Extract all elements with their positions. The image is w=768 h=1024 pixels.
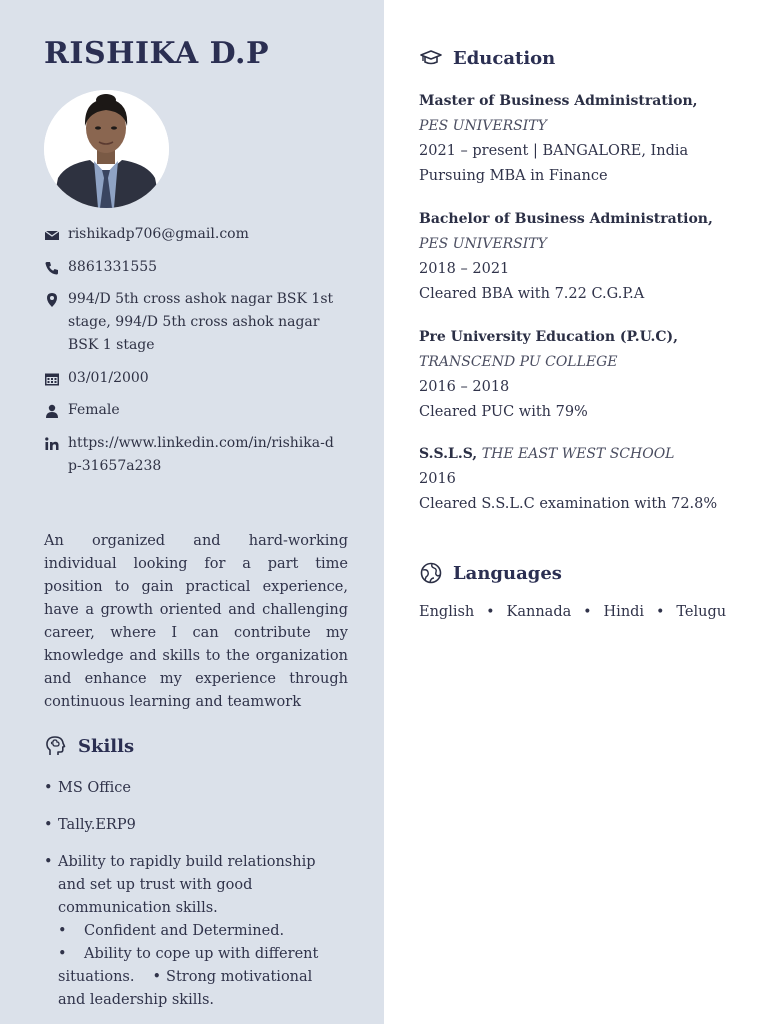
skills-list — [44, 777, 344, 1012]
languages-list: English • Kannada • Hindi • Telugu — [419, 604, 727, 620]
education-entry-4 — [419, 442, 739, 517]
education-school: TRANSCEND PU COLLEGE — [419, 354, 618, 370]
education-dates: 2018 – 2021 — [419, 261, 510, 277]
education-school: THE EAST WEST SCHOOL — [481, 446, 675, 462]
email-text: rishikadp706@gmail.com — [68, 226, 249, 242]
contact-gender — [44, 399, 334, 422]
education-entry-2 — [419, 207, 739, 307]
education-entry-1 — [419, 89, 739, 189]
skill-sub-1: Confident and Determined. — [84, 923, 285, 939]
phone-text: 8861331555 — [68, 259, 158, 275]
person-icon — [44, 403, 60, 419]
skills-title: Skills — [78, 735, 135, 757]
profile-summary: An organized and hard-working individual looking for a part time position to gain practical experience, have a growth oriented and challenging career, where I can contribute my knowledge and skills to the organization and enhance my experience through continuous learning and teamwork — [44, 533, 348, 710]
skill-item-3: • Ability to rapidly build relationship and set up trust with good communication skills. • Confident and Determined. • Ability to cope up with different situations. • Strong motivational and leadership skills. — [44, 851, 344, 1012]
linkedin-icon — [44, 436, 60, 452]
education-degree: Bachelor of Business Administration, — [419, 211, 713, 227]
linkedin-text[interactable]: https://www.linkedin.com/in/rishika-dp-31657a238 — [68, 435, 334, 474]
head-brain-icon — [44, 734, 68, 758]
education-school: PES UNIVERSITY — [419, 118, 547, 134]
skill-item-3-text: Ability to rapidly build relationship and set up trust with good communication skills. — [58, 854, 316, 916]
address-text: 994/D 5th cross ashok nagar BSK 1st stage, 994/D 5th cross ashok nagar BSK 1 stage — [68, 291, 334, 353]
phone-icon — [44, 260, 60, 276]
dob-text: 03/01/2000 — [68, 370, 149, 386]
education-title: Education — [453, 47, 556, 69]
contact-linkedin[interactable] — [44, 432, 334, 478]
language-item: Kannada — [506, 604, 572, 620]
education-note: Pursuing MBA in Finance — [419, 168, 608, 184]
education-note: Cleared PUC with 79% — [419, 404, 588, 420]
education-degree: S.S.L.S, — [419, 446, 478, 462]
graduation-cap-icon — [419, 46, 443, 70]
location-pin-icon — [44, 292, 60, 308]
skill-item-2: • Tally.ERP9 — [44, 814, 344, 837]
languages-heading — [419, 561, 562, 585]
education-degree: Master of Business Administration, — [419, 93, 698, 109]
calendar-icon — [44, 371, 60, 387]
globe-icon — [419, 561, 443, 585]
language-item: Hindi — [603, 604, 645, 620]
language-item: Telugu — [676, 604, 727, 620]
contact-address — [44, 288, 334, 357]
candidate-name: RISHIKA D.P — [44, 36, 270, 71]
skill-sub-3: Strong motivational and leadership skills. — [58, 969, 313, 1008]
education-dates: 2016 – 2018 — [419, 379, 510, 395]
language-item: English — [419, 604, 475, 620]
education-heading — [419, 46, 555, 70]
gender-text: Female — [68, 402, 120, 418]
education-note: Cleared BBA with 7.22 C.G.P.A — [419, 286, 645, 302]
languages-title: Languages — [453, 562, 562, 584]
education-degree: Pre University Education (P.U.C), — [419, 329, 679, 345]
profile-photo — [44, 90, 169, 208]
skill-sub-2: Ability to cope up with different situations. — [58, 946, 319, 985]
skills-heading — [44, 734, 134, 758]
education-note: Cleared S.S.L.C examination with 72.8% — [419, 496, 718, 512]
education-school: PES UNIVERSITY — [419, 236, 547, 252]
education-dates: 2016 — [419, 471, 456, 487]
envelope-icon — [44, 227, 60, 243]
contact-phone[interactable] — [44, 256, 334, 279]
contact-dob — [44, 367, 334, 390]
skill-item-1: • MS Office — [44, 777, 344, 800]
contact-email[interactable] — [44, 223, 334, 246]
education-entry-3 — [419, 325, 739, 425]
education-dates: 2021 – present | BANGALORE, India — [419, 143, 689, 159]
